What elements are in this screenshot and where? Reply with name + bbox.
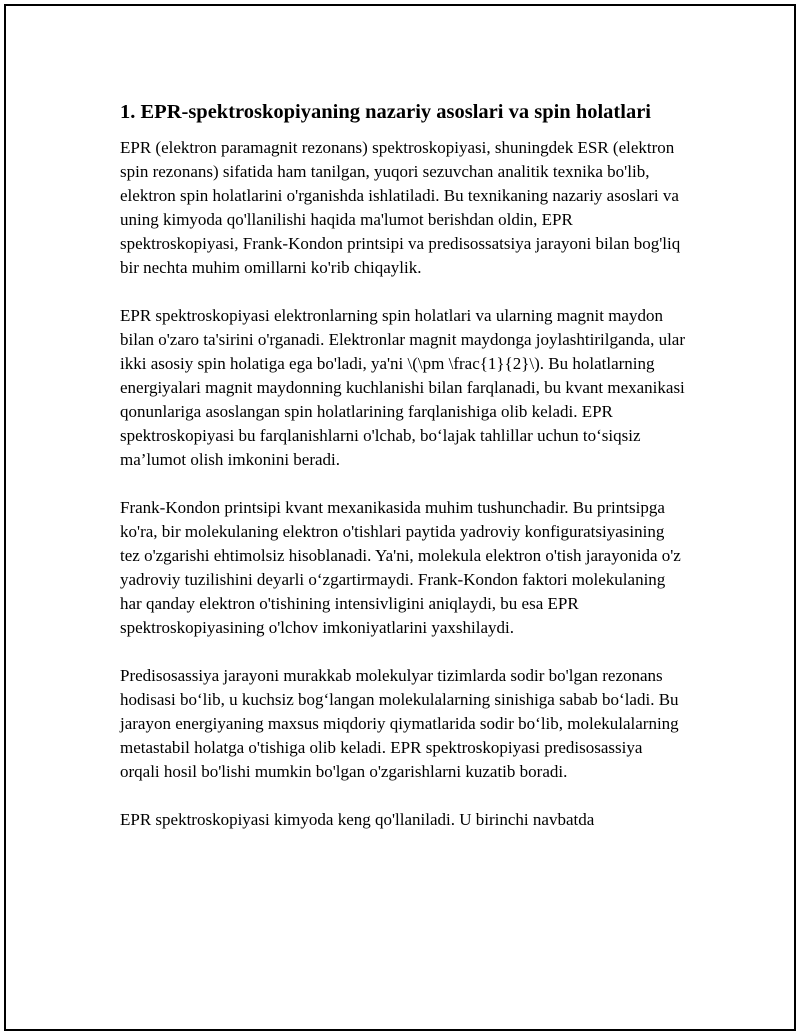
paragraph-frank-condon: Frank-Kondon printsipi kvant mexanikasida muhim tushunchadir. Bu printsipga ko'ra, bir molekulaning elektron o'tishlari paytida yadroviy konfiguratsiyasining tez o'zgarishi ehtimolsiz hisoblanadi. Ya'ni, molekula elektron o'tish jarayonida o'z yadroviy tuzilishini deyarli o‘zgartirmaydi. Frank-Kondon faktori molekulaning har qanday elektron o'tishining intensivligini aniqlaydi, bu esa EPR spektroskopiyasining o'lchov imkoniyatlarini yaxshilaydi. (120, 498, 681, 637)
paragraph-intro: EPR (elektron paramagnit rezonans) spektroskopiyasi, shuningdek ESR (elektron spin rezonans) sifatida ham tanilgan, yuqori sezuvchan analitik texnika bo'lib, elektron spin holatlarini o'rganishda ishlatiladi. Bu texnikaning nazariy asoslari va uning kimyoda qo'llanilishi haqida ma'lumot berishdan oldin, EPR spektroskopiyasi, Frank-Kondon printsipi va predisossatsiya jarayoni bilan bog'liq bir nechta muhim omillarni ko'rib chiqaylik. (120, 138, 681, 277)
paragraph-applications: EPR spektroskopiyasi kimyoda keng qo'llaniladi. U birinchi navbatda (120, 810, 595, 829)
document-body (120, 98, 686, 856)
paragraph-spin-states: EPR spektroskopiyasi elektronlarning spin holatlari va ularning magnit maydon bilan o'zaro ta'sirini o'rganadi. Elektronlar magnit maydonga joylashtirilganda, ular ikki asosiy spin holatiga ega bo'ladi, ya'ni \(\pm \frac{1}{2}\). Bu holatlarning energiyalari magnit maydonning kuchlanishi bilan farqlanadi, bu kvant mexanikasi qonunlariga asoslangan spin holatlarining farqlanishiga olib keladi. EPR spektroskopiyasi bu farqlanishlarni o'lchab, bo‘lajak tahlillar uchun to‘siqsiz ma’lumot olish imkonini beradi. (120, 306, 685, 469)
paragraph-predissociation: Predisosassiya jarayoni murakkab molekulyar tizimlarda sodir bo'lgan rezonans hodisasi bo‘lib, u kuchsiz bog‘langan molekulalarning sinishiga sabab bo‘ladi. Bu jarayon energiyaning maxsus miqdoriy qiymatlarida sodir bo‘lib, molekulalarning metastabil holatga o'tishiga olib keladi. EPR spektroskopiyasi predisosassiya orqali hosil bo'lishi mumkin bo'lgan o'zgarishlarni kuzatib boradi. (120, 666, 679, 781)
page-frame (4, 4, 796, 1031)
section-title: 1. EPR-spektroskopiyaning nazariy asoslari va spin holatlari (120, 101, 651, 123)
